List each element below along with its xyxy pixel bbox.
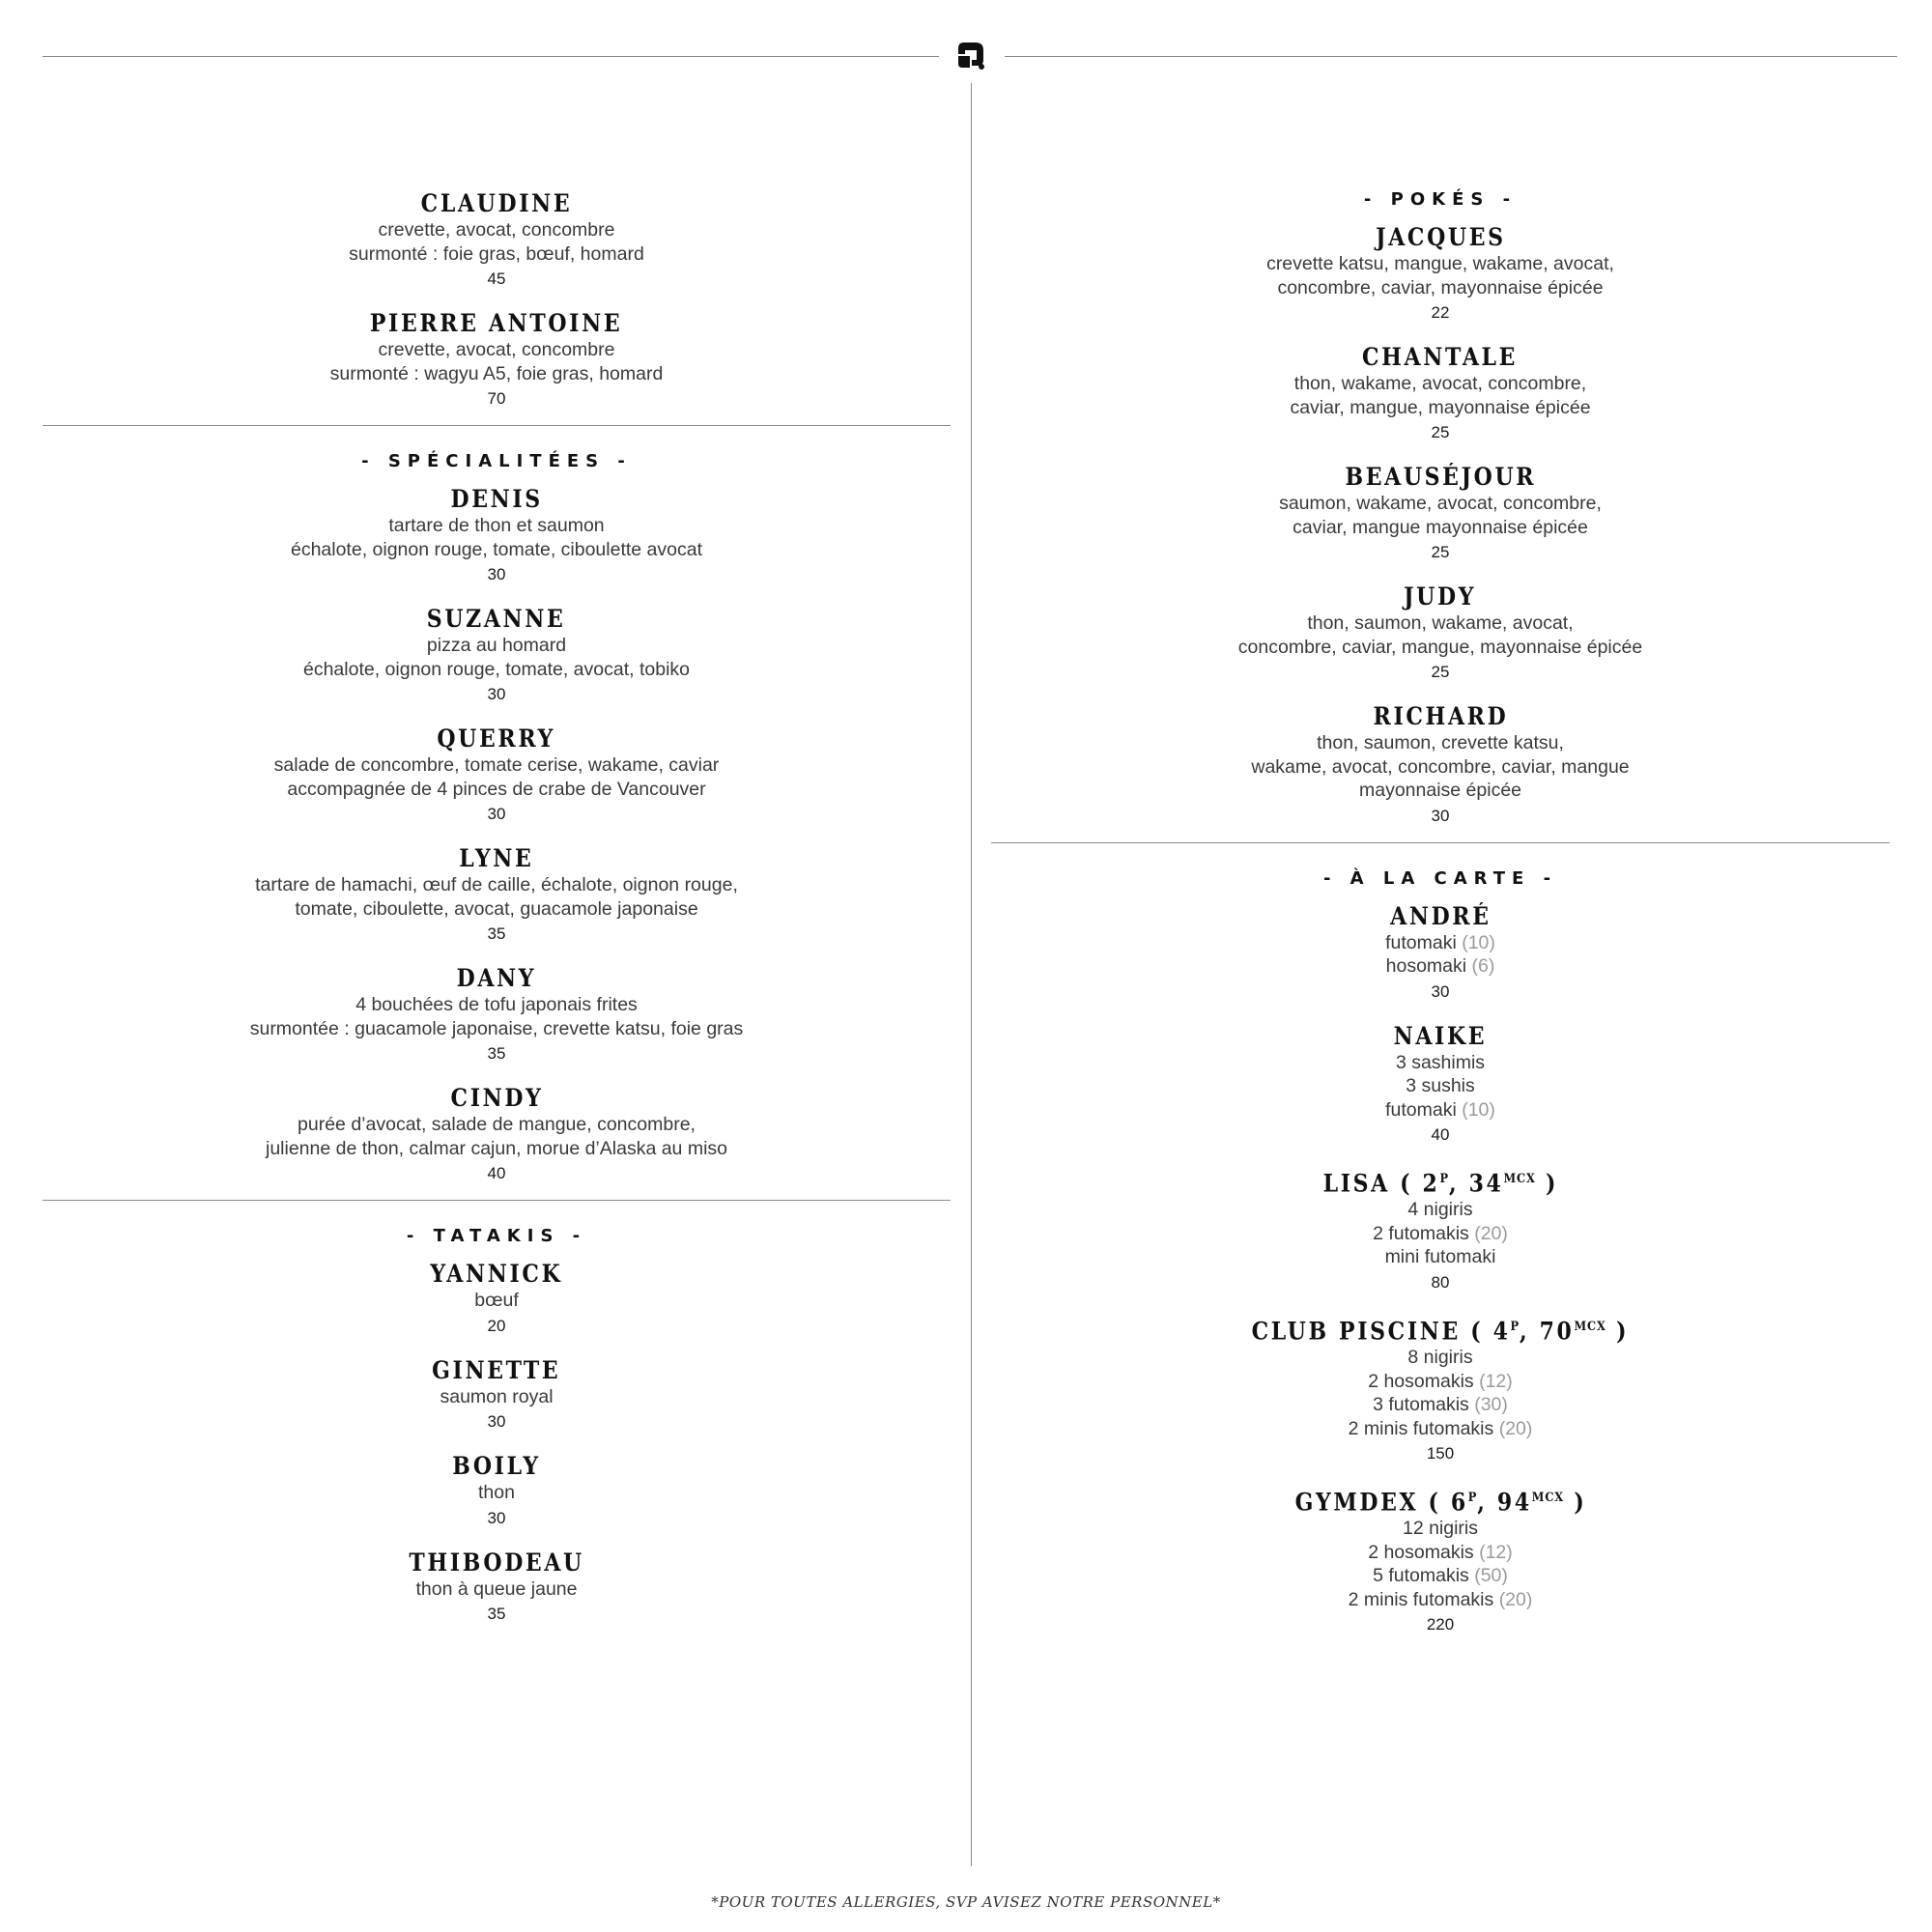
name-superscript: MCX	[1574, 1319, 1606, 1334]
menu-item-description: 2 futomakis (20)	[1373, 1222, 1508, 1244]
menu-item-description: 12 nigiris	[1402, 1518, 1479, 1540]
name-superscript: P	[1467, 1491, 1477, 1506]
section-title-tatakis: - TATAKIS -	[406, 1226, 587, 1246]
menu-item	[991, 223, 1889, 324]
menu-item-name: GYMDEX ( $6^P$, $94^{MCX}$ )	[1294, 1488, 1586, 1517]
menu-item-name: LISA ( $2^P$, $34^{MCX}$ )	[1322, 1169, 1558, 1198]
specialites-items	[43, 485, 951, 1184]
menu-item-quantity: (30)	[1474, 1394, 1508, 1416]
menu-item-price: 45	[487, 270, 506, 288]
menu-item	[991, 582, 1889, 683]
section-title-a-la-carte: - À LA CARTE -	[1322, 867, 1558, 889]
menu-item-description: 3 futomakis (30)	[1373, 1394, 1508, 1416]
menu-item	[43, 485, 951, 585]
menu-item-description: 2 minis futomakis (20)	[1348, 1417, 1533, 1439]
menu-item	[43, 1452, 951, 1529]
menu-item-name: CLUB PISCINE ( $4^P$, $70^{MCX}$ )	[1251, 1317, 1630, 1346]
menu-item-price: 35	[487, 924, 506, 943]
menu-item-description: tomate, ciboulette, avocat, guacamole japonaise	[295, 897, 698, 920]
menu-item	[43, 1260, 951, 1337]
menu-item-price: 20	[487, 1316, 506, 1335]
name-superscript: MCX	[1503, 1172, 1536, 1186]
left-column	[43, 189, 951, 1625]
menu-item-price: 30	[487, 805, 506, 823]
menu-item-description: 8 nigiris	[1407, 1347, 1473, 1369]
menu-item-quantity: (20)	[1474, 1222, 1508, 1244]
menu-item-price: 40	[487, 1164, 506, 1182]
menu-item-description: 3 sushis	[1406, 1075, 1475, 1096]
menu-item-description: thon	[478, 1482, 515, 1503]
menu-item	[43, 605, 951, 705]
menu-item-name: BEAUSÉJOUR	[1345, 463, 1536, 491]
menu-item-quantity: (20)	[1498, 1588, 1533, 1610]
menu-item	[991, 902, 1889, 1003]
menu-item-price: 220	[1426, 1615, 1455, 1634]
menu-item-price: 40	[1431, 1125, 1450, 1144]
menu-item-description: saumon royal	[440, 1385, 554, 1407]
menu-item	[43, 964, 951, 1065]
menu-item-quantity: (20)	[1498, 1417, 1533, 1439]
menu-item-name: PIERRE ANTOINE	[370, 309, 623, 337]
menu-item-description: wakame, avocat, concombre, caviar, mangue	[1251, 755, 1630, 778]
menu-item-description: caviar, mangue mayonnaise épicée	[1293, 516, 1588, 538]
menu-item-name: JACQUES	[1375, 223, 1506, 251]
menu-item	[43, 189, 951, 290]
menu-item-price: 25	[1431, 663, 1450, 681]
menu-item	[991, 1022, 1889, 1147]
menu-item	[43, 1084, 951, 1184]
menu-item-description: thon, wakame, avocat, concombre,	[1293, 373, 1587, 394]
section-divider	[43, 1200, 951, 1201]
menu-item-description: 2 hosomakis (12)	[1368, 1541, 1513, 1563]
menu-item-description: hosomaki (6)	[1385, 955, 1495, 977]
menu-item-price: 35	[487, 1044, 506, 1063]
menu-item-quantity: (12)	[1479, 1370, 1513, 1392]
menu-item-name: RICHARD	[1373, 702, 1508, 730]
menu-item-price: 30	[487, 565, 506, 583]
top-divider-left	[43, 56, 939, 57]
menu-item	[991, 343, 1889, 443]
menu-item-description: accompagnée de 4 pinces de crabe de Vancouver	[287, 778, 706, 800]
menu-item-name: NAIKE	[1393, 1021, 1488, 1050]
section-title-specialites: - SPÉCIALITÉES -	[361, 451, 632, 471]
menu-item-description: crevette katsu, mangue, wakame, avocat,	[1266, 253, 1614, 274]
menu-item-price: 25	[1431, 423, 1450, 441]
menu-item-description: concombre, caviar, mayonnaise épicée	[1277, 276, 1604, 298]
top-divider-right	[1005, 56, 1897, 57]
name-superscript: P	[1510, 1319, 1520, 1334]
menu-item-name: CLAUDINE	[420, 189, 573, 217]
menu-item-description: 3 sashimis	[1395, 1051, 1486, 1073]
menu-item	[43, 1356, 951, 1434]
allergy-note: *POUR TOUTES ALLERGIES, SVP AVISEZ NOTRE PERSONNEL*	[711, 1893, 1221, 1911]
menu-item-description: caviar, mangue, mayonnaise épicée	[1290, 396, 1591, 418]
intro-items	[43, 189, 951, 410]
menu-item-price: 25	[1431, 543, 1450, 561]
menu-item-description: crevette, avocat, concombre	[378, 219, 615, 241]
menu-item-description: échalote, oignon rouge, tomate, ciboulette avocat	[290, 538, 703, 560]
menu-item-price: 70	[487, 389, 506, 408]
menu-item-name: JUDY	[1404, 582, 1477, 611]
menu-item	[991, 1313, 1889, 1464]
menu-item-price: 80	[1431, 1272, 1450, 1292]
menu-item-name: YANNICK	[430, 1260, 563, 1288]
menu-item-quantity: (6)	[1471, 955, 1495, 977]
menu-item-description: 5 futomakis (50)	[1373, 1565, 1508, 1587]
menu-item-quantity: (50)	[1474, 1565, 1508, 1587]
menu-item-quantity: (10)	[1462, 931, 1495, 953]
menu-item-quantity: (10)	[1462, 1098, 1495, 1121]
menu-item-description: thon, saumon, crevette katsu,	[1317, 732, 1564, 753]
menu-item-price: 22	[1431, 303, 1450, 322]
menu-item-quantity: (12)	[1479, 1541, 1513, 1563]
menu-item-name: BOILY	[452, 1452, 541, 1480]
menu-item-description: tartare de thon et saumon	[388, 515, 605, 536]
menu-item	[43, 844, 951, 945]
menu-item-description: échalote, oignon rouge, tomate, avocat, tobiko	[302, 658, 691, 680]
menu-item-description: futomaki (10)	[1385, 1098, 1495, 1121]
tatakis-items	[43, 1260, 951, 1625]
menu-item-description: pizza au homard	[426, 635, 567, 656]
center-divider	[971, 83, 972, 1866]
menu-item-description: julienne de thon, calmar cajun, morue d’Alaska au miso	[265, 1137, 727, 1159]
menu-item-description: mayonnaise épicée	[1358, 780, 1522, 801]
menu-item	[991, 1484, 1889, 1635]
menu-item-description: surmonté : wagyu A5, foie gras, homard	[329, 362, 664, 384]
right-column	[991, 189, 1889, 1635]
name-superscript: MCX	[1531, 1491, 1564, 1506]
menu-item-description: surmonté : foie gras, bœuf, homard	[349, 242, 644, 265]
menu-item-description: futomaki (10)	[1385, 931, 1495, 953]
menu-item-description: thon à queue jaune	[415, 1577, 578, 1600]
menu-item-name: SUZANNE	[427, 605, 566, 633]
pokes-items	[991, 223, 1889, 827]
name-superscript: P	[1439, 1172, 1449, 1186]
section-divider	[43, 425, 951, 426]
menu-item-description: mini futomaki	[1384, 1246, 1496, 1268]
menu-item-name: CHANTALE	[1362, 343, 1519, 371]
menu-item-price: 150	[1426, 1444, 1455, 1463]
menu-item	[43, 1548, 951, 1626]
menu-item-description: 4 nigiris	[1407, 1199, 1473, 1221]
menu-item-name: THIBODEAU	[409, 1548, 584, 1577]
menu-item-description: 2 minis futomakis (20)	[1348, 1588, 1533, 1610]
menu-item-description: thon, saumon, wakame, avocat,	[1307, 612, 1574, 634]
menu-item-description: 4 bouchées de tofu japonais frites	[355, 994, 638, 1015]
menu-item-description: bœuf	[474, 1290, 519, 1311]
menu-item-price: 30	[1431, 981, 1450, 1001]
menu-item-description: 2 hosomakis (12)	[1368, 1370, 1513, 1392]
menu-item	[43, 724, 951, 825]
menu-item-price: 30	[487, 685, 506, 703]
section-title-pokes: - POKÉS -	[1363, 189, 1518, 210]
menu-item	[43, 309, 951, 410]
menu-item-price: 30	[1431, 806, 1450, 825]
menu-item-name: LYNE	[459, 844, 534, 872]
menu-item-price: 30	[487, 1508, 506, 1527]
menu-item-name: DENIS	[450, 485, 543, 513]
menu-item-description: purée d’avocat, salade de mangue, concombre,	[298, 1114, 696, 1135]
section-divider	[991, 842, 1889, 843]
menu-item-description: saumon, wakame, avocat, concombre,	[1279, 493, 1602, 514]
menu-item-description: surmontée : guacamole japonaise, crevette katsu, foie gras	[249, 1017, 744, 1039]
menu-item-description: crevette, avocat, concombre	[378, 339, 615, 360]
menu-item	[991, 463, 1889, 563]
menu-item-name: GINETTE	[432, 1355, 561, 1384]
menu-item-price: 35	[487, 1605, 506, 1623]
logo-icon	[954, 39, 987, 71]
a-la-carte-items	[991, 902, 1889, 1636]
menu-item-name: CINDY	[450, 1084, 543, 1112]
menu-item-description: concombre, caviar, mangue, mayonnaise épicée	[1237, 636, 1643, 658]
menu-item-name: DANY	[456, 964, 537, 992]
menu-item	[991, 1165, 1889, 1293]
menu-item	[991, 702, 1889, 827]
menu-item-price: 30	[487, 1412, 506, 1431]
menu-item-name: ANDRÉ	[1389, 901, 1492, 930]
menu-item-description: salade de concombre, tomate cerise, wakame, caviar	[273, 754, 720, 776]
menu-item-description: tartare de hamachi, œuf de caille, échalote, oignon rouge,	[255, 874, 738, 895]
menu-item-name: QUERRY	[437, 724, 556, 753]
